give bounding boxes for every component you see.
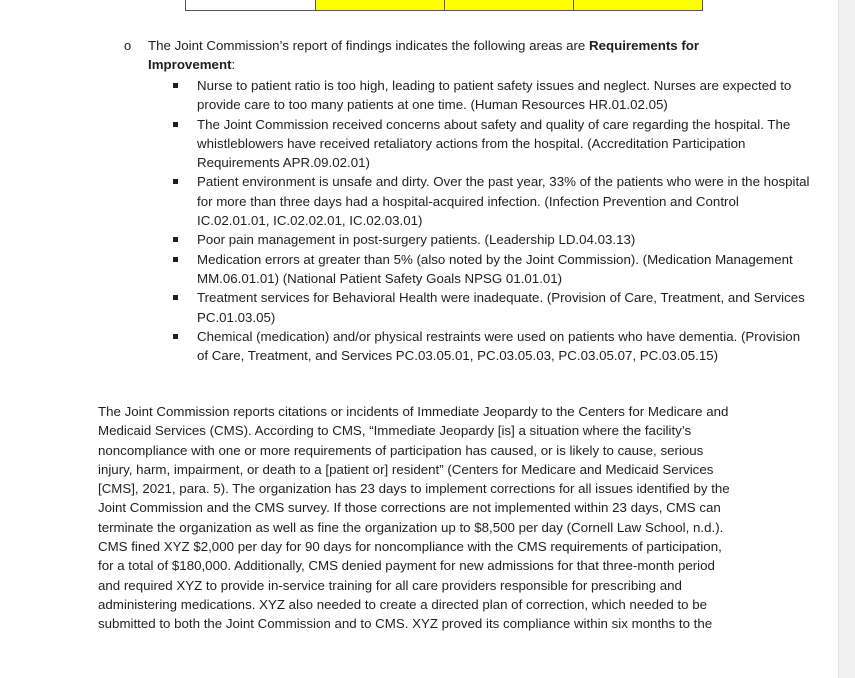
finding-text: Treatment services for Behavioral Health were inadequate. (Provision of Care, Treatment, and Services PC.01.03.05) <box>197 290 805 325</box>
paragraph-line: CMS fined XYZ $2,000 per day for 90 days for noncompliance with the CMS requirements of participation, <box>98 539 722 555</box>
paragraph-line: noncompliance with one or more requirements of participation has caused, or is likely to cause, serious <box>98 442 704 458</box>
finding-text: Patient environment is unsafe and dirty. Over the past year, 33% of the patients who were in the hospital for more than three days had a hospital-acquired infection. (Infection Prevention and Control IC.02.01.01, IC.02.02.01, IC.02.03.01) <box>197 174 810 229</box>
table-cell-highlighted <box>574 0 703 11</box>
finding-text: Nurse to patient ratio is too high, leading to patient safety issues and neglect. Nurses are expected to provide care to too many patients at one time. (Human Resources HR.01.02.05) <box>197 78 792 113</box>
findings-list <box>171 76 811 365</box>
table-cell-highlighted <box>316 0 445 11</box>
findings-intro-text: The Joint Commission’s report of findings indicates the following areas are <box>148 38 589 53</box>
list-item <box>171 288 811 327</box>
finding-text: Chemical (medication) and/or physical restraints were used on patients who have dementia. (Provision of Care, Treatment, and Services PC.03.05.01, PC.03.05.03, PC.03.05.07, PC.03.05.15) <box>197 328 801 364</box>
findings-intro <box>148 36 788 75</box>
square-bullet-icon <box>173 83 178 88</box>
paragraph-line: injury, harm, impairment, or death to a [patient or] resident” (Centers for Medicare and Medicaid Services <box>98 461 714 477</box>
paragraph-line: Joint Commission and the CMS survey. If those corrections are not implemented within 23 days, CMS can <box>98 500 721 516</box>
square-bullet-icon <box>173 237 178 242</box>
square-bullet-icon <box>173 257 178 262</box>
finding-text: Medication errors at greater than 5% (also noted by the Joint Commission). (Medication Management MM.06.01.01) (National Patient Safety Goals NPSG 01.01.01) <box>197 251 793 286</box>
list-item <box>171 327 811 366</box>
square-bullet-icon <box>173 295 178 300</box>
body-paragraph <box>98 402 798 634</box>
list-item <box>171 76 811 115</box>
paragraph-line: Medicaid Services (CMS). According to CMS, “Immediate Jeopardy [is] a situation where the facility’s <box>98 423 692 439</box>
table-fragment <box>185 0 703 11</box>
paragraph-line: administering medications. XYZ also needed to create a directed plan of correction, which needed to be <box>98 596 708 612</box>
list-item <box>171 172 811 230</box>
square-bullet-icon <box>173 334 178 339</box>
finding-text: Poor pain management in post-surgery patients. (Leadership LD.04.03.13) <box>197 232 636 248</box>
table-cell-highlighted <box>445 0 574 11</box>
finding-text: The Joint Commission received concerns about safety and quality of care regarding the hospital. The whistleblowers have received retaliatory actions from the hospital. (Accreditation Participation Requirements APR.09.02.01) <box>197 116 791 171</box>
paragraph-line: terminate the organization as well as fine the organization up to $8,500 per day (Cornell Law School, n.d.). <box>98 519 724 535</box>
paragraph-line: and required XYZ to provide in-service training for all care providers responsible for prescribing and <box>98 577 682 593</box>
list-item <box>171 250 811 289</box>
paragraph-line: for a total of $180,000. Additionally, CMS denied payment for new admissions for that three-month period <box>98 558 715 574</box>
requirements-heading: Requirements for Improvement <box>148 38 700 73</box>
paragraph-line: [CMS], 2021, para. 5). The organization has 23 days to implement corrections for all issues identified by the <box>98 481 730 497</box>
hollow-circle-bullet-icon: o <box>124 38 132 53</box>
square-bullet-icon <box>173 122 178 127</box>
table-cell <box>186 0 316 11</box>
paragraph-line: submitted to both the Joint Commission and to CMS. XYZ proved its compliance within six months to the <box>98 616 713 632</box>
table-row <box>186 0 703 11</box>
paragraph-line: The Joint Commission reports citations or incidents of Immediate Jeopardy to the Centers for Medicare and <box>98 404 729 419</box>
list-item <box>171 230 811 249</box>
square-bullet-icon <box>173 179 178 184</box>
list-item <box>171 115 811 173</box>
vertical-scrollbar[interactable] <box>838 0 855 678</box>
findings-intro-colon: : <box>231 57 236 73</box>
